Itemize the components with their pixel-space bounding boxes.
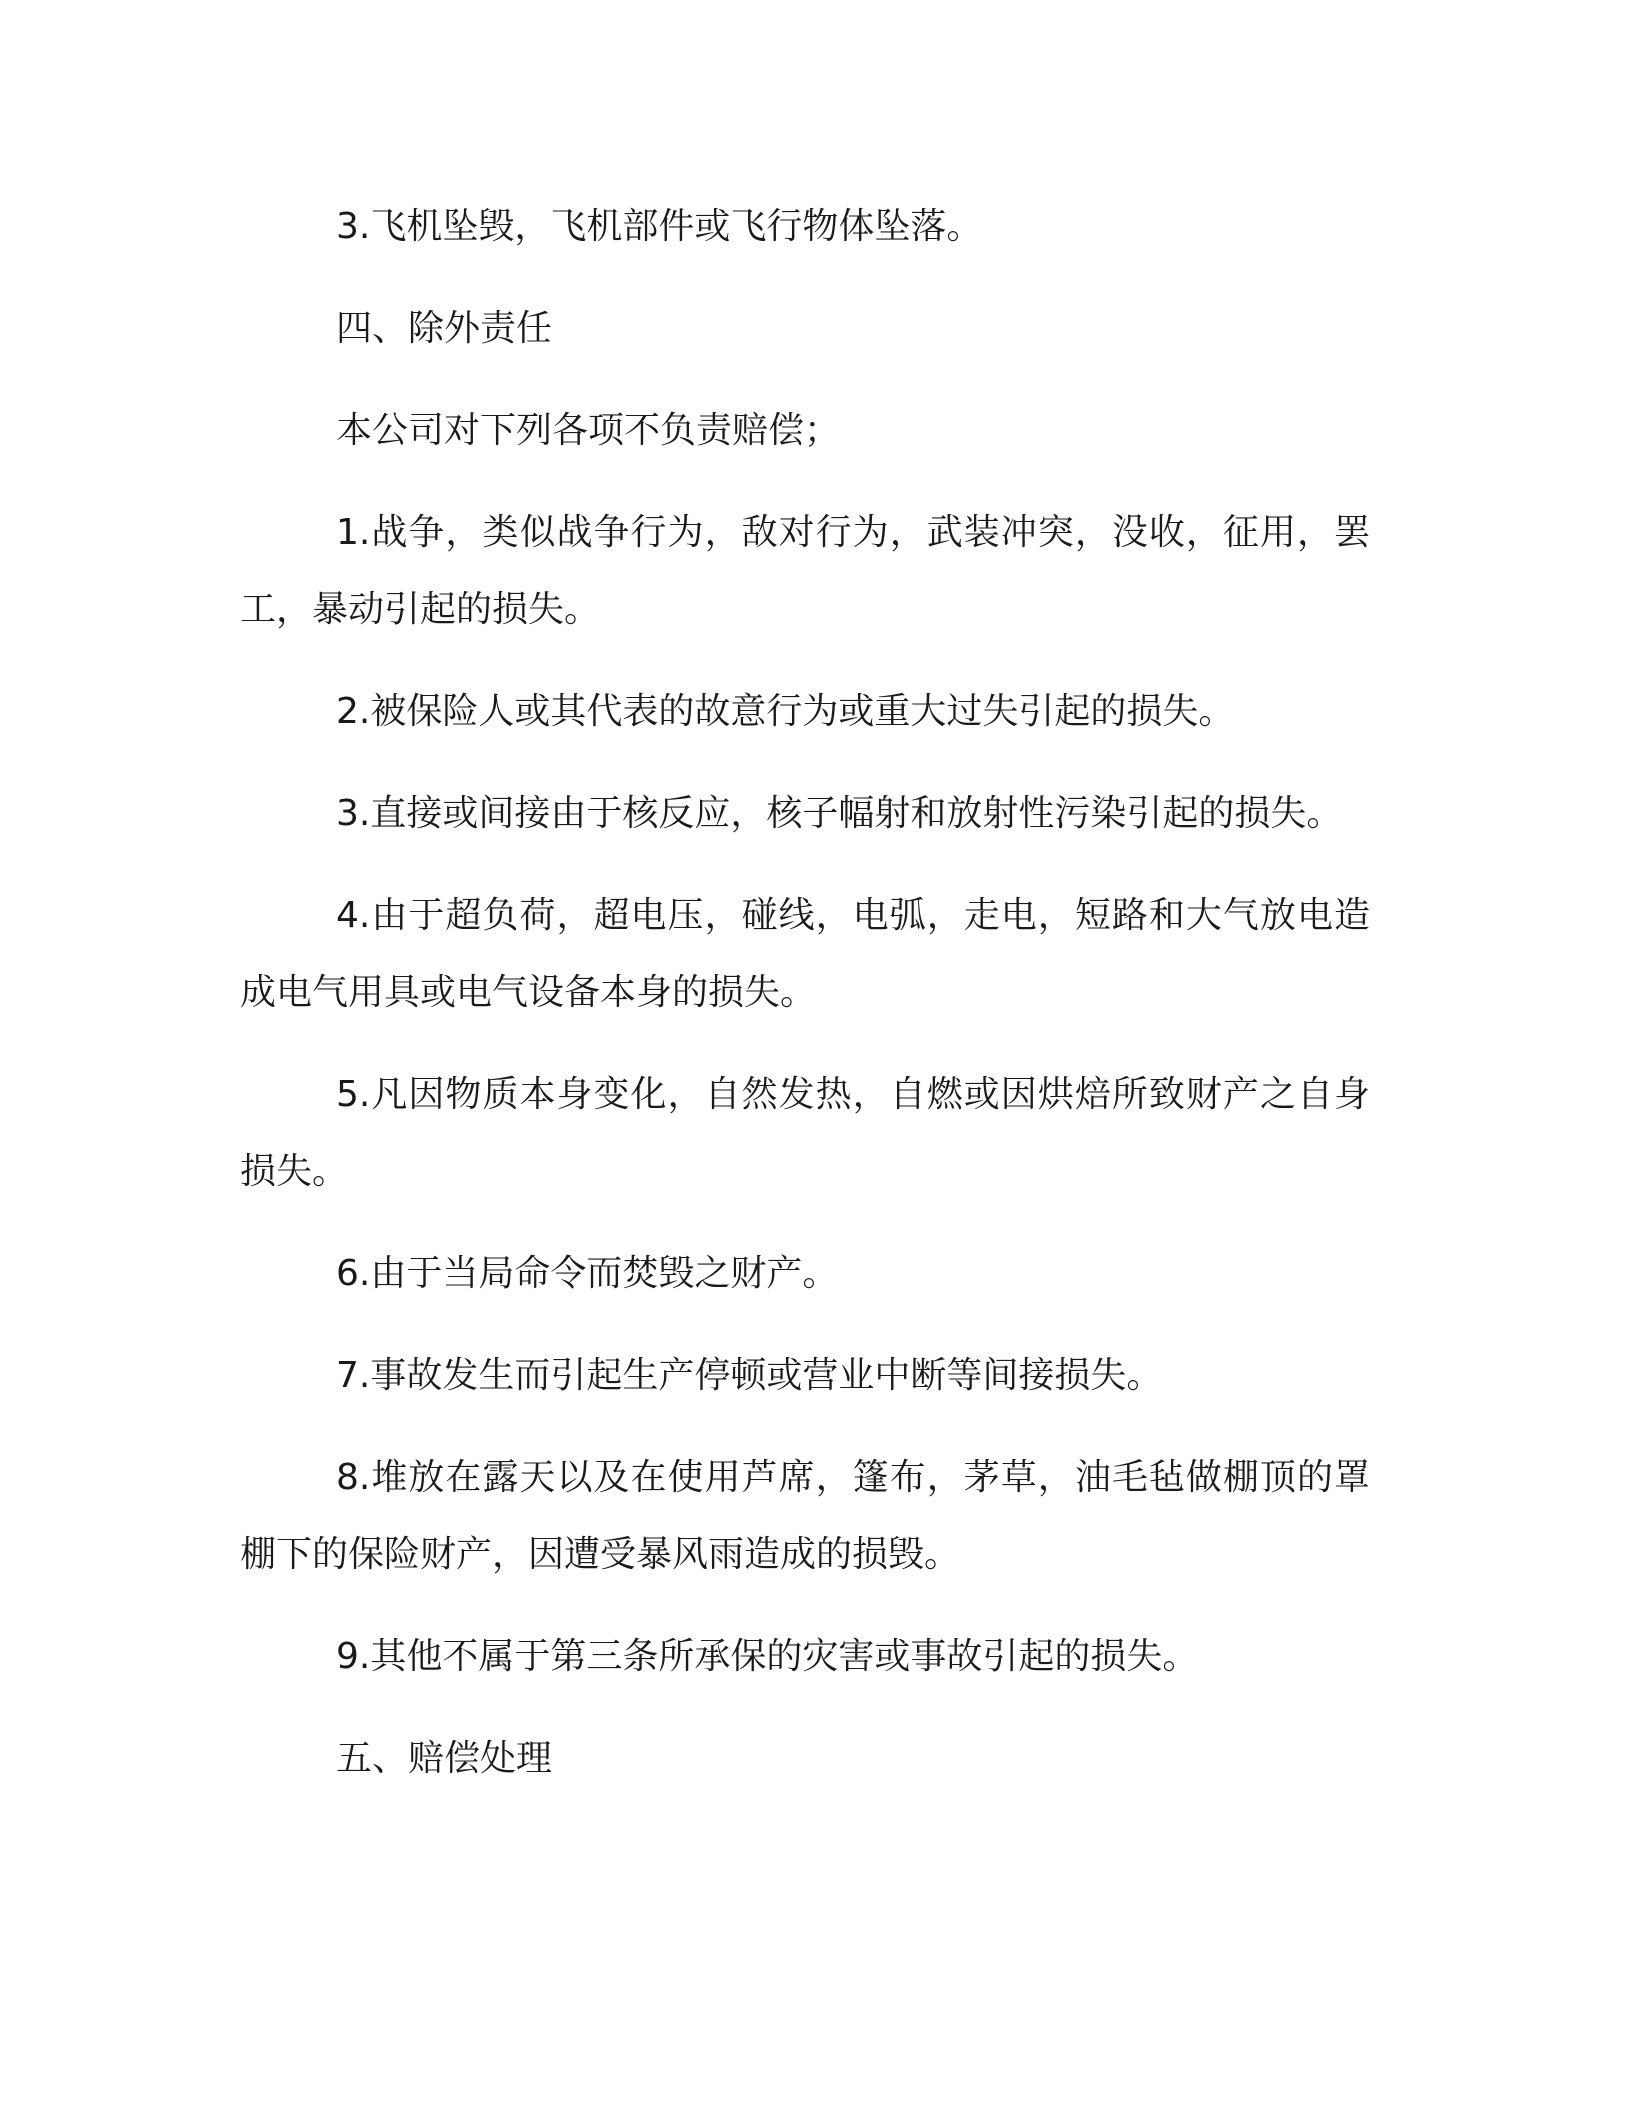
section-heading-exclusions: 四、除外责任 — [336, 308, 553, 349]
exclusion-item-8: 8.堆放在露天以及在使用芦席，篷布，茅草，油毛毡做棚顶的罩棚下的保险财产，因遭受暴风雨造成的损毁。 — [240, 1457, 1370, 1575]
exclusion-item-2: 2.被保险人或其代表的故意行为或重大过失引起的损失。 — [336, 691, 1235, 732]
exclusion-item-4: 4.由于超负荷，超电压，碰线，电弧，走电，短路和大气放电造成电气用具或电气设备本身的损失。 — [240, 895, 1370, 1013]
exclusion-item-5: 5.凡因物质本身变化，自然发热，自燃或因烘焙所致财产之自身损失。 — [240, 1074, 1370, 1192]
section-heading-claims: 五、赔偿处理 — [336, 1738, 553, 1779]
exclusion-item-9: 9.其他不属于第三条所承保的灾害或事故引起的损失。 — [336, 1636, 1199, 1677]
exclusion-item-6: 6.由于当局命令而焚毁之财产。 — [336, 1253, 839, 1294]
exclusion-item-1: 1.战争，类似战争行为，敌对行为，武装冲突，没收，征用，罢工，暴动引起的损失。 — [240, 512, 1370, 630]
document-body — [240, 188, 1370, 1822]
exclusion-item-3: 3.直接或间接由于核反应，核子幅射和放射性污染引起的损失。 — [336, 793, 1343, 834]
paragraph-item-3-aircraft-crash: 3.飞机坠毁，飞机部件或飞行物体坠落。 — [336, 206, 983, 247]
exclusion-item-7: 7.事故发生而引起生产停顿或营业中断等间接损失。 — [336, 1355, 1163, 1396]
paragraph-exclusions-intro: 本公司对下列各项不负责赔偿； — [336, 410, 841, 451]
